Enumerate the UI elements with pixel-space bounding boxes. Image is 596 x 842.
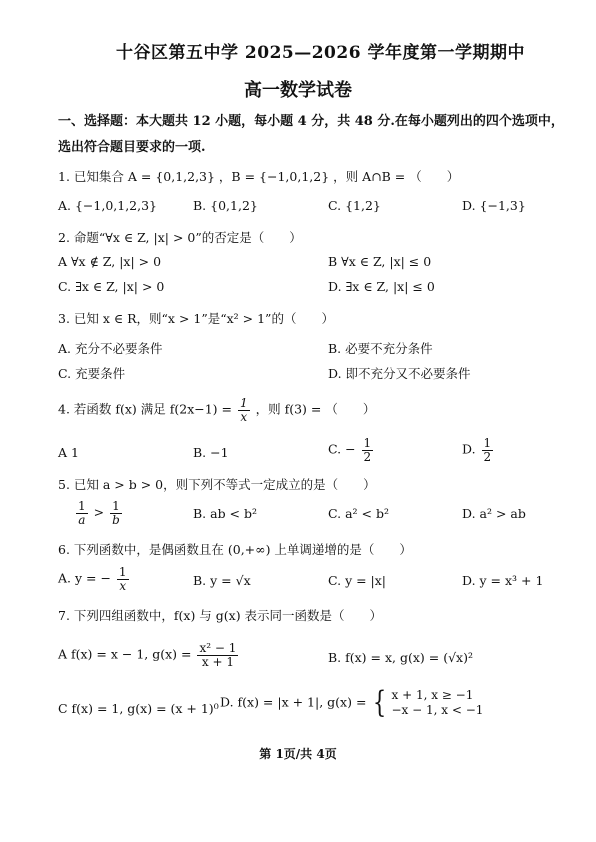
fraction-denominator: x + 1 bbox=[201, 654, 234, 669]
piecewise-case-2: −x − 1, x < −1 bbox=[391, 703, 484, 717]
fraction-denominator: 2 bbox=[363, 449, 372, 464]
question-7-option-a bbox=[58, 642, 240, 668]
question-3-option-c: C. 充要条件 bbox=[58, 366, 126, 381]
question-4-stem-pre: 4. 若函数 f(x) 满足 f(2x−1) = bbox=[58, 401, 233, 417]
fraction-denominator: 2 bbox=[483, 449, 492, 464]
section-instructions-line2: 选出符合题目要求的一项. bbox=[58, 140, 206, 155]
question-3-option-a: A. 充分不必要条件 bbox=[58, 341, 163, 356]
question-3-stem: 3. 已知 x ∈ R，则“x > 1”是“x² > 1”的（ ） bbox=[58, 311, 334, 326]
question-6-stem: 6. 下列函数中，是偶函数且在 (0,+∞) 上单调递增的是（ ） bbox=[58, 542, 412, 557]
fraction-numerator: 1 bbox=[118, 565, 127, 579]
option-label: D. bbox=[462, 441, 476, 457]
question-7-option-d bbox=[220, 685, 484, 720]
question-2-option-d: D. ∃x ∈ Z, |x| ≤ 0 bbox=[328, 279, 435, 294]
question-4-stem bbox=[58, 397, 375, 423]
left-brace: { bbox=[373, 685, 387, 720]
option-label: A. y = − bbox=[58, 570, 111, 586]
fraction-numerator: 1 bbox=[112, 499, 120, 513]
question-3-option-b: B. 必要不充分条件 bbox=[328, 341, 433, 356]
option-fraction bbox=[362, 437, 374, 463]
fraction-numerator: 1 bbox=[363, 436, 372, 450]
fraction-numerator: 1 bbox=[78, 499, 86, 513]
question-2-option-b: B ∀x ∈ Z, |x| ≤ 0 bbox=[328, 254, 432, 269]
question-4-option-a: A 1 bbox=[58, 445, 79, 460]
option-label: D. f(x) = |x + 1|, g(x) = bbox=[220, 694, 367, 710]
fraction-denominator: x bbox=[119, 578, 127, 593]
question-4-option-d bbox=[462, 437, 495, 463]
option-fraction bbox=[482, 437, 494, 463]
question-4-option-c bbox=[328, 437, 375, 463]
question-6-option-d: D. y = x³ + 1 bbox=[462, 573, 544, 588]
fraction-numerator: 1 bbox=[240, 396, 248, 410]
question-5-option-d: D. a² > ab bbox=[462, 506, 526, 521]
option-fraction bbox=[197, 642, 238, 668]
question-4-stem-post: ，则 f(3) = （ ） bbox=[255, 401, 376, 417]
question-6-option-c: C. y = |x| bbox=[328, 573, 387, 588]
question-4-option-b: B. −1 bbox=[193, 445, 229, 460]
option-label: A f(x) = x − 1, g(x) = bbox=[58, 646, 192, 662]
question-5-stem: 5. 已知 a > b > 0，则下列不等式一定成立的是（ ） bbox=[58, 477, 376, 492]
question-6-option-b: B. y = √x bbox=[193, 573, 251, 588]
question-5-option-c: C. a² < b² bbox=[328, 506, 389, 521]
option-fraction-right bbox=[110, 500, 122, 526]
fraction-denominator: a bbox=[78, 512, 86, 527]
option-fraction bbox=[117, 566, 129, 592]
fraction-numerator: 1 bbox=[483, 436, 492, 450]
question-4-stem-fraction bbox=[238, 397, 250, 423]
option-operator: > bbox=[93, 504, 105, 520]
question-3-option-d: D. 即不充分又不必要条件 bbox=[328, 366, 471, 381]
question-5-option-a bbox=[74, 500, 124, 526]
page-footer: 第 1页/共 4页 bbox=[259, 747, 337, 761]
section-instructions-line1: 一、选择题：本大题共 12 小题，每小题 4 分，共 48 分.在每小题列出的四个选项中， bbox=[58, 114, 564, 129]
piecewise-function bbox=[370, 685, 484, 720]
question-7-option-b: B. f(x) = x, g(x) = (√x)² bbox=[328, 650, 473, 665]
question-2-option-a: A ∀x ∉ Z, |x| > 0 bbox=[58, 254, 162, 269]
question-1-stem: 1. 已知集合 A = {0,1,2,3} ，B = {−1,0,1,2} ，则 A∩B = （ ） bbox=[58, 169, 460, 184]
fraction-denominator: x bbox=[240, 409, 248, 424]
question-1-option-a: A. {−1,0,1,2,3} bbox=[58, 198, 158, 213]
school-header: 十谷区第五中学 2025—2026 学年度第一学期期中 bbox=[116, 43, 525, 63]
piecewise-case-1: x + 1, x ≥ −1 bbox=[391, 688, 474, 702]
question-7-stem: 7. 下列四组函数中，f(x) 与 g(x) 表示同一函数是（ ） bbox=[58, 608, 383, 623]
question-7-option-c: C f(x) = 1, g(x) = (x + 1)⁰ bbox=[58, 701, 219, 716]
fraction-denominator: b bbox=[112, 512, 120, 527]
piecewise-cases bbox=[392, 688, 484, 718]
question-2-option-c: C. ∃x ∈ Z, |x| > 0 bbox=[58, 279, 165, 294]
option-fraction-left bbox=[76, 500, 88, 526]
question-6-option-a bbox=[58, 566, 131, 592]
question-1-option-b: B. {0,1,2} bbox=[193, 198, 258, 213]
question-2-stem: 2. 命题“∀x ∈ Z, |x| > 0”的否定是（ ） bbox=[58, 230, 302, 245]
question-5-option-b: B. ab < b² bbox=[193, 506, 258, 521]
question-1-option-c: C. {1,2} bbox=[328, 198, 381, 213]
option-label: C. − bbox=[328, 441, 356, 457]
exam-title: 高一数学试卷 bbox=[244, 80, 352, 101]
fraction-numerator: x² − 1 bbox=[199, 641, 237, 655]
question-1-option-d: D. {−1,3} bbox=[462, 198, 526, 213]
